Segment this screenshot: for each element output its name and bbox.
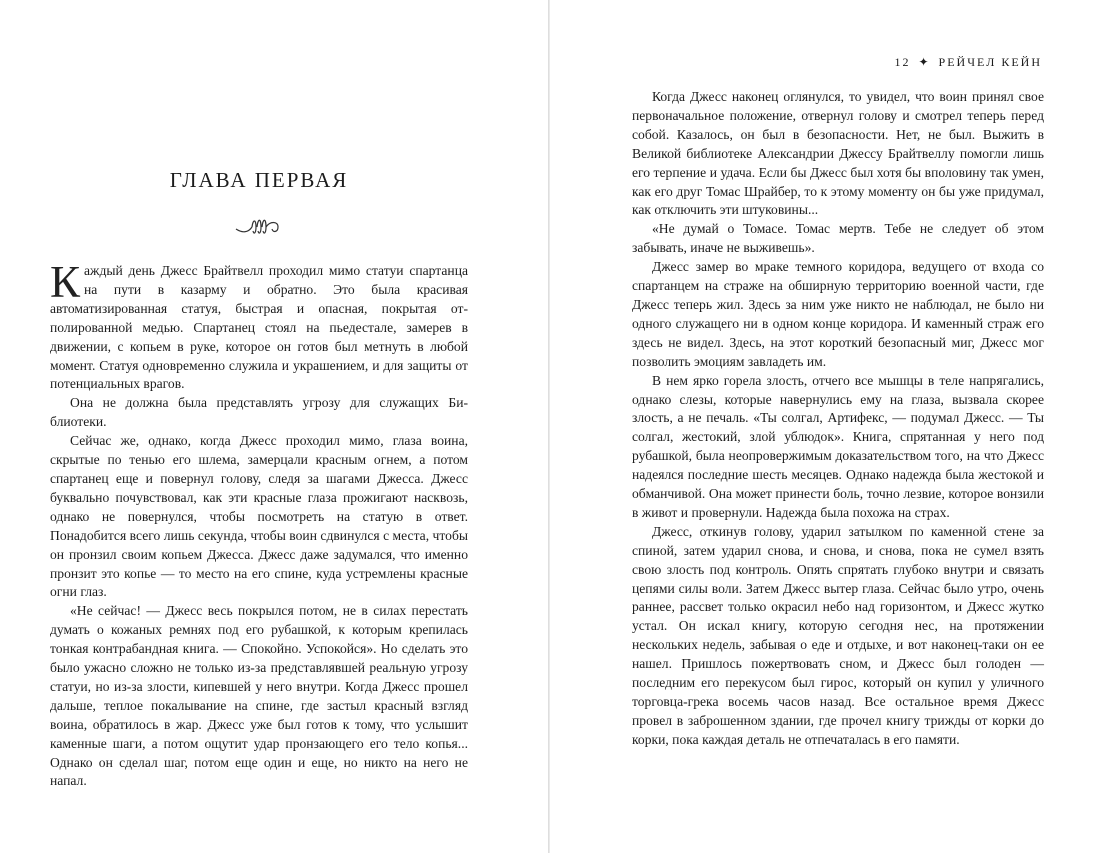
- drop-cap: К: [50, 257, 81, 307]
- right-page: [550, 0, 1098, 853]
- right-page-text: [632, 88, 1044, 750]
- paragraph: «Не думай о Томасе. Томас мертв. Тебе не следует об этом забывать, иначе не выживешь».: [632, 221, 1044, 256]
- paragraph: Джесс замер во мраке темного коридора, ведущего от входа со спартанцем на страже на обширную территорию военной части, где Джесс теперь жил. Здесь за ним уже никто не наблюдал, не было ни одного служащего ни в одном конце коридора. И каменный страж его здесь не видел. Здесь, на этот короткий безопасный миг, Джесс мог позволить эмоциям завладеть им.: [632, 259, 1044, 369]
- chapter-title: ГЛАВА ПЕРВАЯ: [169, 168, 349, 192]
- paragraph: Сейчас же, однако, когда Джесс проходил мимо, глаза воина, скрытые по тенью его шлема, замерцали красным огнем, а потом спартанец еще и повернул голову, следя за шагами Джесса. Джесс буквально почувствовал, как эти красные глаза прожигают насквозь, однако не повернулся, чтобы посмотреть на статую в ответ. Понадобится всего лишь секунда, чтобы воин сдвинулся с места, чтобы он пронзил своим копьем Джесса. Джесс даже задумался, что именно пронзит это копье — то место на его спине, куда устремлены красные огни глаз.: [50, 433, 468, 600]
- left-page-text: [50, 257, 468, 791]
- paragraph: В нем ярко горела злость, отчего все мышцы в теле напрягались, однако слезы, которые навернулись ему на глаза, вызвала скорее злость, а не печаль. «Ты солгал, Артифекс, — подумал Джесс. — Ты солгал, жестокий, злой ублюдок». Книга, спрятанная у него под рубашкой, была неопровержимым доказательством того, на что Джесс надеялся последние шесть месяцев. Однако надежда была жестокой и обманчивой. Она может принести боль, точно лезвие, которое вонзили в живот и провернули. Надежда была похожа на страх.: [632, 372, 1044, 520]
- running-head-author: РЕЙЧЕЛ КЕЙН: [938, 55, 1042, 69]
- paragraph: Каждый день Джесс Брайтвелл проходил мимо статуи спартанца на пути в казарму и обратно. Это была красивая автоматизированная статуя, быстрая и опасная, покрытая отполированной медью. Спартанец стоял на пьедестале, замерев в движении, с копьем в руке, которое он готов был метнуть в любой момент. Статуя одновременно служила и украшением, и для защиты от потенциальных врагов.: [50, 257, 468, 392]
- star-separator-icon: ✦: [918, 55, 931, 69]
- paragraph: Когда Джесс наконец оглянулся, то увидел, что воин принял свое первоначальное положение, отвернул голову и смотрел теперь перед собой. Казалось, он был в безопасности. Нет, не был. Выжить в Великой библиотеке Александрии Джессу Брайтвеллу помогли лишь его терпение и удача. Если бы Джесс был хотя бы вполовину так умен, как его друг Томас Шрайбер, то к этому моменту он бы уже придумал, как отключить эти штуковины...: [632, 89, 1044, 218]
- page-number: 12: [894, 55, 911, 69]
- running-head: [894, 55, 1042, 70]
- flourish-ornament-icon: [234, 213, 284, 241]
- paragraph: «Не сейчас! — Джесс весь покрылся потом, не в силах перестать думать о кожаных ремнях под его рубашкой, к которым крепилась тонкая контрабандная книга. — Спокойно. Успокойся». Но сделать это было ужасно сложно не только из-за представлявшей реальную угрозу статуи, но из-за злости, кипевшей у него внутри. Когда Джесс прошел дальше, теплое покалывание на спине, где застыл красный взгляд воина, обратилось в жар. Джесс уже был готов к тому, что услышит каменные шаги, а потом ощутит удар пронзающего его тело копья... Однако он сделал шаг, потом еще один и еще, но никто на него не напал.: [50, 603, 468, 789]
- paragraph: Она не должна была представлять угрозу для служащих Библиотеки.: [50, 395, 468, 430]
- paragraph: Джесс, откинув голову, ударил затылком по каменной стене за спиной, затем ударил снова, и снова, и снова, пока не сумел взять свою злость под контроль. Опять спрятать глубоко внутри и связать цепями силы воли. Затем Джесс вытер глаза. Сейчас было утро, очень раннее, рассвет только окрасил небо над горизонтом, и Джесс жутко устал. Он искал книгу, которую сегодня нес, на протяжении нескольких недель, забывая о еде и отдыхе, и вот наконец-таки он ее нашел. Пришлось пожертвовать сном, и Джесс был голоден — последним его перекусом был гирос, который он купил у уличного торговца-грека восемь часов назад. Все остальное время Джесс провел в заброшенном здании, где прочел книгу трижды от корки до корки, пока каждая деталь не отпечаталась в его памяти.: [632, 523, 1044, 747]
- left-page: [0, 0, 548, 853]
